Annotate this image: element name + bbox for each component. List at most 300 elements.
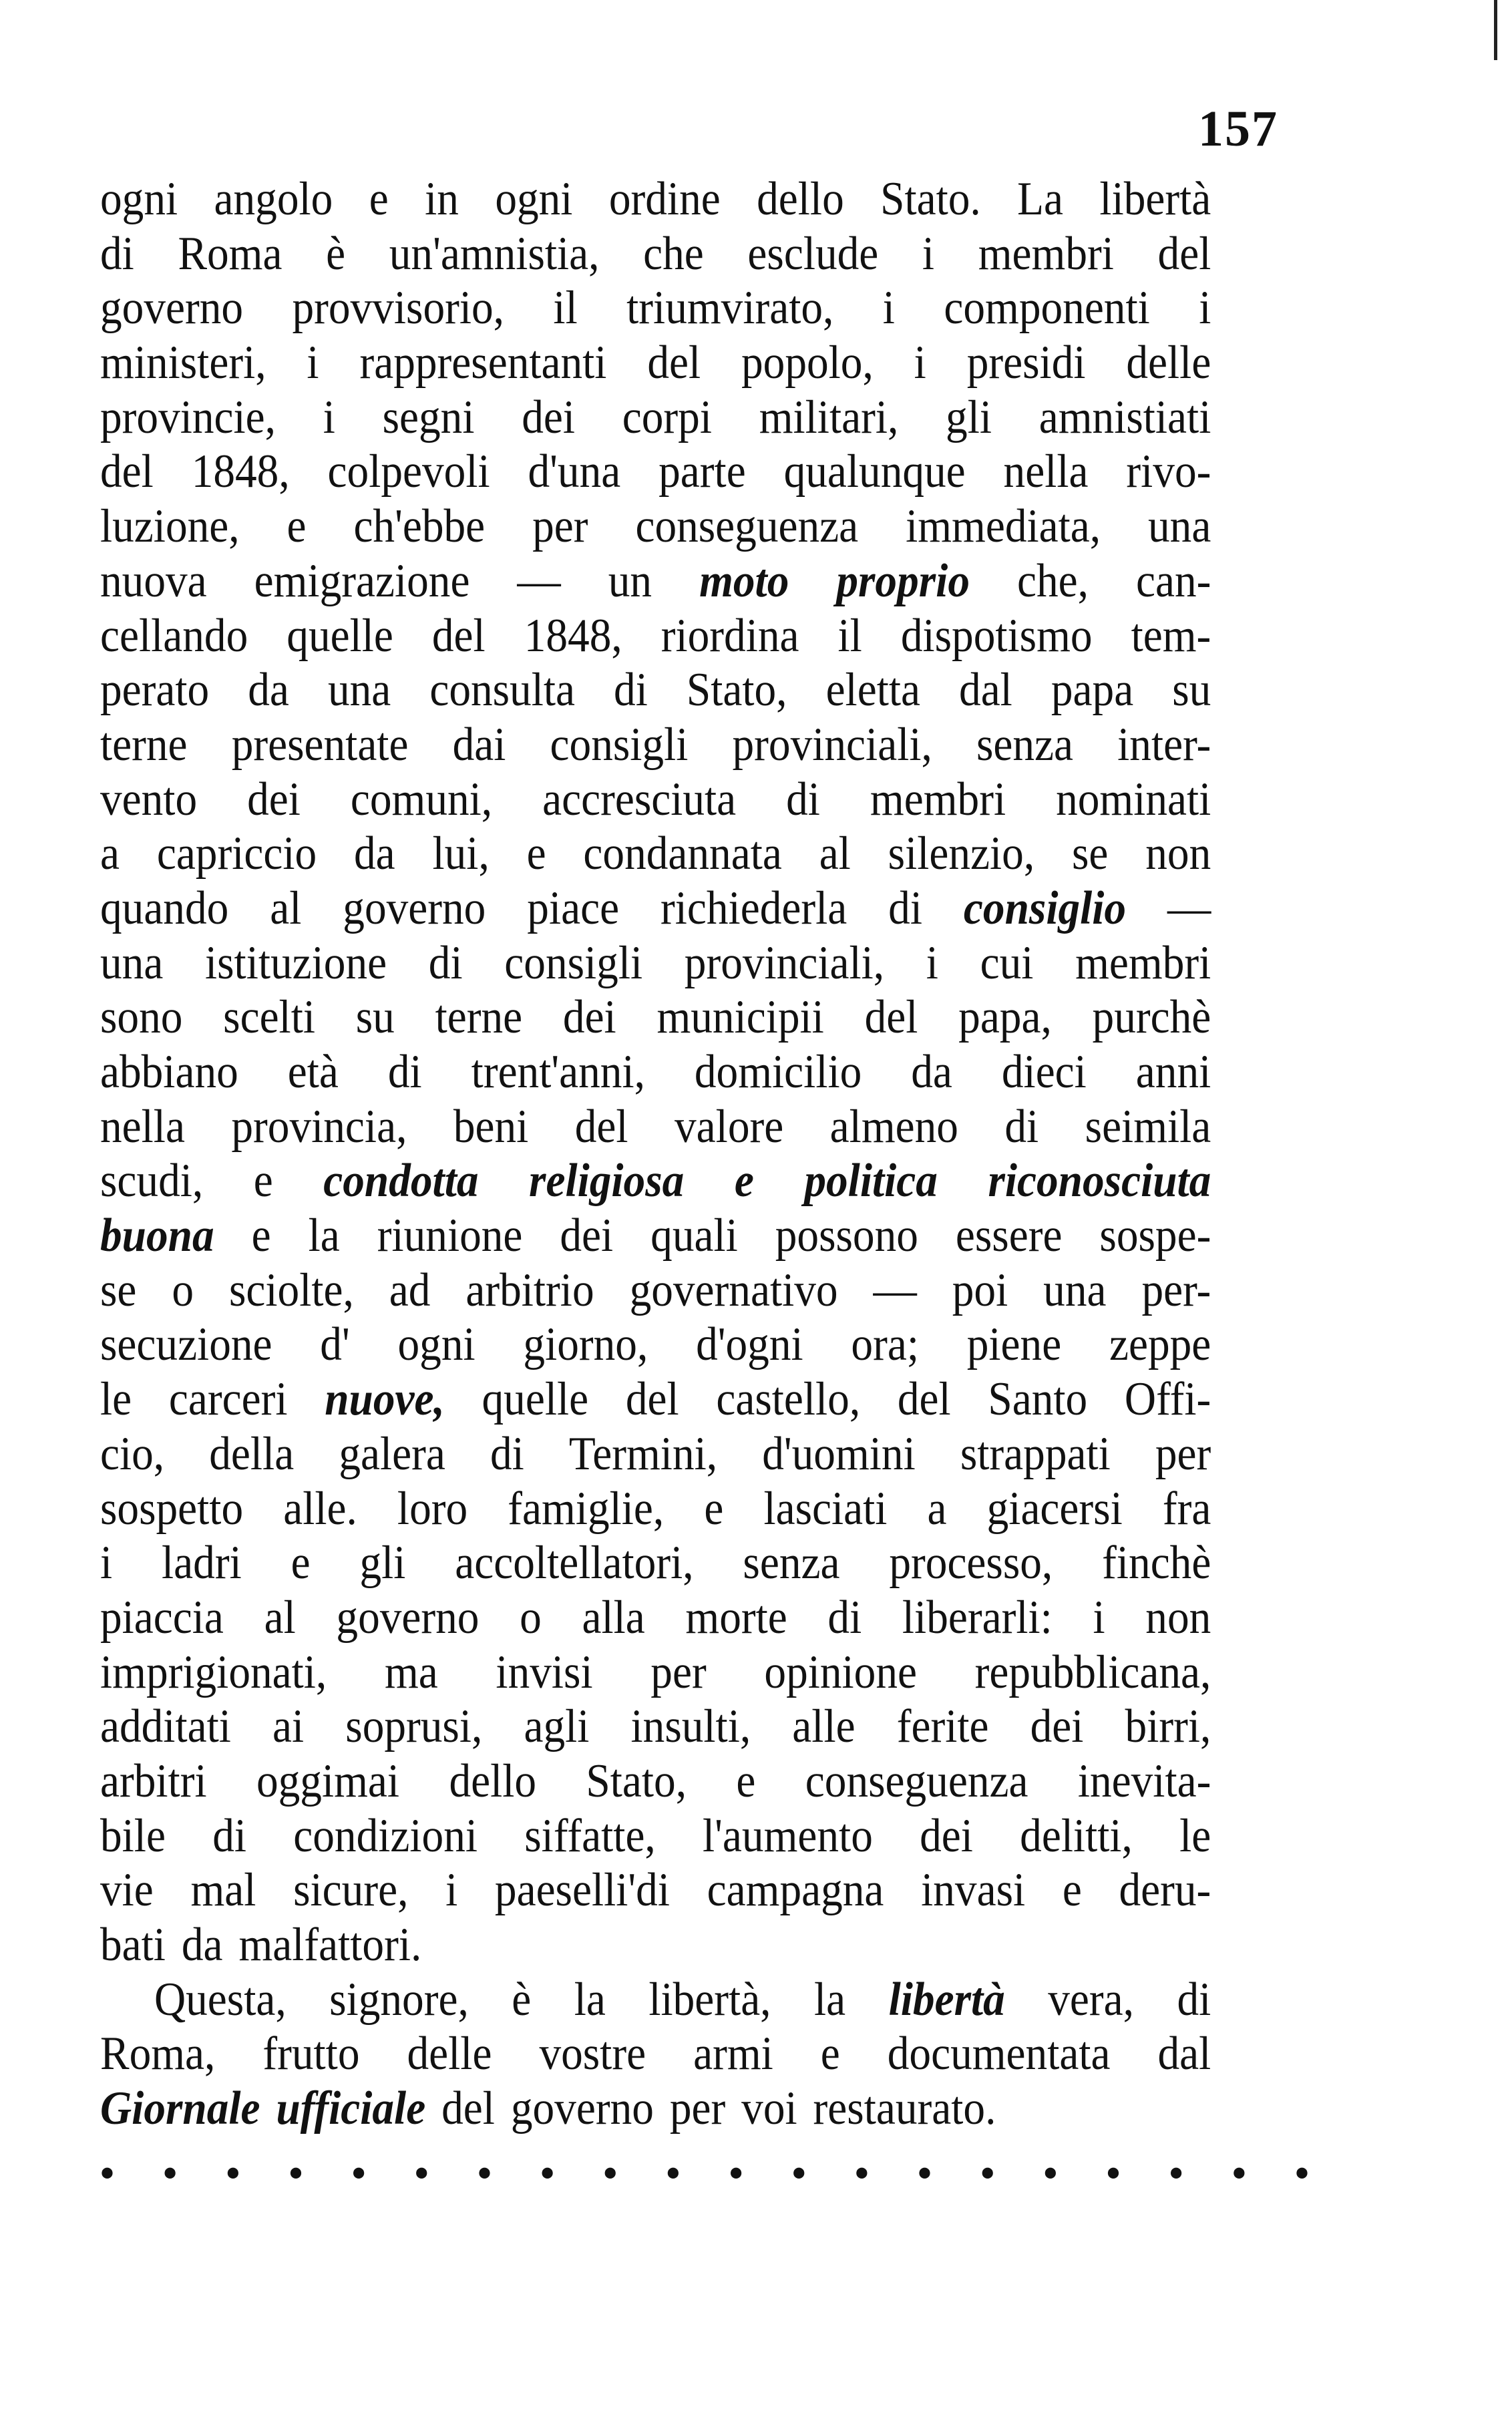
word: di — [387, 1046, 422, 1098]
word: immediata, — [906, 500, 1101, 553]
word: dal — [1157, 2028, 1211, 2080]
ellipsis-dot: • — [1043, 2151, 1058, 2195]
word: membri — [1075, 936, 1211, 989]
word: 1848, — [524, 609, 622, 662]
word: e — [287, 500, 307, 553]
word: di — [490, 1427, 524, 1480]
word: ferite — [896, 1700, 989, 1753]
word: a — [927, 1482, 947, 1535]
word: colpevoli — [327, 445, 490, 498]
word: ogni — [397, 1318, 476, 1371]
word: additati — [100, 1700, 231, 1753]
word: governo — [510, 2082, 654, 2135]
word: emigrazione — [254, 554, 470, 607]
word: delle — [1126, 337, 1211, 389]
word: piace — [527, 882, 620, 934]
text-line — [100, 663, 1211, 718]
word: finchè — [1102, 1537, 1211, 1590]
word: da — [354, 827, 395, 880]
word: secuzione — [100, 1318, 272, 1371]
word: da — [248, 664, 289, 717]
word: nominati — [1056, 773, 1211, 825]
word: repubblicana, — [974, 1646, 1211, 1698]
italic-word: buona — [100, 1210, 214, 1262]
word: segni — [382, 391, 475, 443]
word: dieci — [1001, 1046, 1087, 1098]
page-number: 157 — [1198, 101, 1278, 157]
text-line — [100, 1482, 1211, 1537]
word: corpi — [622, 391, 712, 443]
word: terne — [100, 718, 188, 771]
word: libertà, — [648, 1973, 771, 2026]
word: angolo — [214, 173, 333, 225]
text-line — [100, 500, 1211, 554]
word: e — [526, 827, 546, 880]
word: fra — [1162, 1482, 1211, 1535]
word: presentate — [231, 718, 409, 771]
word: i — [100, 1537, 113, 1590]
word: riunione — [377, 1210, 523, 1262]
word: popolo, — [741, 337, 874, 389]
ellipsis-dot: • — [729, 2151, 743, 2195]
word: d' — [320, 1318, 350, 1371]
word: da — [181, 1919, 223, 1971]
word: i — [1093, 1591, 1105, 1644]
word: la — [308, 1210, 340, 1262]
word: i — [882, 282, 895, 335]
word: il — [837, 609, 862, 662]
word: e — [704, 1482, 724, 1535]
word: terne — [435, 991, 523, 1044]
text-line — [100, 718, 1211, 773]
word: ad — [389, 1264, 431, 1316]
word: alle — [792, 1700, 856, 1753]
ellipsis-dot: • — [100, 2151, 115, 2195]
word: rivo- — [1126, 445, 1211, 498]
word: la — [574, 1973, 606, 2026]
word: un — [608, 554, 652, 607]
text-line — [100, 1646, 1211, 1700]
text-line — [100, 2082, 1211, 2136]
text-line — [100, 2027, 1211, 2082]
word: galera — [339, 1427, 445, 1480]
word: dispotismo — [900, 609, 1093, 662]
word: consigli — [550, 718, 689, 771]
word: accresciuta — [542, 773, 737, 825]
word: le — [1179, 1809, 1211, 1862]
word: quelle — [482, 1373, 589, 1426]
word: can- — [1135, 554, 1211, 607]
word: Stato, — [686, 664, 787, 717]
body-text — [100, 172, 1211, 2136]
word: per- — [1141, 1264, 1211, 1316]
word: governo — [343, 882, 486, 934]
text-line — [100, 227, 1211, 282]
word: La — [1017, 173, 1064, 225]
ellipsis-dot: • — [1106, 2151, 1121, 2195]
ellipsis-dot: • — [226, 2151, 240, 2195]
word: vento — [100, 773, 198, 825]
italic-word: libertà — [888, 1973, 1005, 2026]
word: silenzio, — [888, 827, 1035, 880]
text-line — [100, 1754, 1211, 1809]
word: a — [100, 827, 120, 880]
word: nella — [100, 1100, 185, 1153]
word: non — [1145, 827, 1211, 880]
word: Roma — [178, 227, 282, 280]
ellipsis-dot: • — [791, 2151, 806, 2195]
text-line — [100, 1264, 1211, 1318]
word: 1848, — [191, 445, 290, 498]
word: o — [172, 1264, 194, 1316]
word: bati — [100, 1919, 166, 1971]
word: è — [512, 1973, 532, 2026]
text-line — [100, 336, 1211, 391]
word: quelle — [287, 609, 393, 662]
word: d'uomini — [762, 1427, 916, 1480]
word: nella — [1003, 445, 1089, 498]
word: che — [643, 227, 704, 280]
word: capriccio — [156, 827, 317, 880]
word: Stato. — [880, 173, 981, 225]
word: sicure, — [293, 1864, 409, 1917]
word: governativo — [629, 1264, 838, 1316]
word: e — [291, 1537, 311, 1590]
word: alle. — [283, 1482, 357, 1535]
word: membri — [870, 773, 1006, 825]
word: governo — [100, 282, 244, 335]
word: castello, — [716, 1373, 861, 1426]
ellipsis-dot: • — [918, 2151, 932, 2195]
ellipsis-dot: • — [163, 2151, 178, 2195]
word: i — [922, 227, 935, 280]
word: loro — [397, 1482, 468, 1535]
word: al — [270, 882, 302, 934]
text-line — [100, 882, 1211, 936]
word: provincie, — [100, 391, 276, 443]
word: di — [212, 1809, 247, 1862]
word: e — [736, 1754, 756, 1807]
word: delitti, — [1020, 1809, 1133, 1862]
word: paeselli'di — [494, 1864, 670, 1917]
word: il — [553, 282, 578, 335]
text-line — [100, 554, 1211, 609]
italic-word: nuove, — [325, 1373, 445, 1426]
word: invasi — [921, 1864, 1026, 1917]
word: di — [827, 1591, 862, 1644]
word: famiglie, — [508, 1482, 665, 1535]
word: conseguenza — [805, 1754, 1028, 1807]
word: una — [1148, 500, 1211, 553]
word: arbitri — [100, 1754, 207, 1807]
word: gli — [946, 391, 992, 443]
word: su — [1172, 664, 1211, 717]
ellipsis-dot: • — [603, 2151, 618, 2195]
word: eletta — [825, 664, 920, 717]
italic-word: ufficiale — [276, 2082, 426, 2135]
word: deru- — [1119, 1864, 1211, 1917]
word: voi — [741, 2082, 797, 2135]
text-line — [100, 1100, 1211, 1155]
word: quando — [100, 882, 229, 934]
word: provincia, — [231, 1100, 407, 1153]
word: trent'anni, — [471, 1046, 645, 1098]
word: strappati — [960, 1427, 1111, 1480]
word: del — [897, 1373, 951, 1426]
italic-word: proprio — [836, 554, 970, 607]
ellipsis-dot: • — [854, 2151, 869, 2195]
word: inter- — [1117, 718, 1211, 771]
word: comuni, — [350, 773, 493, 825]
word: alla — [582, 1591, 645, 1644]
text-line — [100, 1318, 1211, 1372]
word: vostre — [539, 2028, 646, 2080]
word: — — [873, 1264, 917, 1316]
word: frutto — [262, 2028, 360, 2080]
word: e — [253, 1155, 273, 1207]
text-line — [100, 1427, 1211, 1482]
word: morte — [685, 1591, 787, 1644]
word: le — [100, 1373, 132, 1426]
word: inevita- — [1077, 1754, 1211, 1807]
word: bile — [100, 1809, 166, 1862]
word: riordina — [660, 609, 799, 662]
word: condizioni — [293, 1809, 478, 1862]
italic-word: politica — [804, 1155, 938, 1207]
word: per — [1155, 1427, 1211, 1480]
word: ogni — [100, 173, 178, 225]
word: se — [1072, 827, 1109, 880]
word: oggimai — [256, 1754, 400, 1807]
word: ogni — [495, 173, 573, 225]
italic-word: condotta — [323, 1155, 479, 1207]
text-line — [100, 1209, 1211, 1264]
word: sospetto — [100, 1482, 244, 1535]
ellipsis-dot: • — [289, 2151, 303, 2195]
word: dal — [959, 664, 1012, 717]
word: poi — [952, 1264, 1008, 1316]
word: signore, — [329, 1973, 469, 2026]
text-line — [100, 1591, 1211, 1646]
word: dei — [562, 991, 616, 1044]
word: al — [264, 1591, 296, 1644]
italic-word: Giornale — [100, 2082, 260, 2135]
word: anni — [1135, 1046, 1211, 1098]
word: rappresentanti — [359, 337, 607, 389]
word: un'amnistia, — [389, 227, 600, 280]
word: conseguenza — [635, 500, 859, 553]
word: parte — [658, 445, 746, 498]
text-line — [100, 1863, 1211, 1918]
word: giorno, — [523, 1318, 648, 1371]
word: arbitrio — [465, 1264, 594, 1316]
word: dei — [920, 1809, 973, 1862]
text-line — [100, 281, 1211, 336]
word: domicilio — [694, 1046, 862, 1098]
word: siffatte, — [524, 1809, 656, 1862]
word: tem- — [1131, 609, 1211, 662]
italic-word: consiglio — [963, 882, 1127, 934]
word: per — [532, 500, 588, 553]
word: Questa, — [154, 1973, 287, 2026]
text-line — [100, 1700, 1211, 1754]
word: liberarli: — [902, 1591, 1053, 1644]
ellipsis-dots-row — [100, 2151, 1309, 2197]
text-line — [100, 1154, 1211, 1209]
word: d'una — [528, 445, 621, 498]
word: se — [100, 1264, 137, 1316]
word: membri — [978, 227, 1114, 280]
word: almeno — [829, 1100, 958, 1153]
word: del — [1157, 227, 1211, 280]
text-line — [100, 773, 1211, 827]
word: provinciali, — [684, 936, 885, 989]
word: senza — [743, 1537, 840, 1590]
word: del — [625, 1373, 679, 1426]
word: valore — [675, 1100, 784, 1153]
word: dello — [449, 1754, 537, 1807]
word: per — [650, 1646, 707, 1698]
word: soprusi, — [345, 1700, 483, 1753]
text-line — [100, 172, 1211, 227]
word: ladri — [162, 1537, 242, 1590]
word: e — [369, 173, 389, 225]
word: cui — [980, 936, 1034, 989]
word: provvisorio, — [292, 282, 505, 335]
word: presidi — [966, 337, 1086, 389]
word: al — [819, 827, 851, 880]
text-line — [100, 1973, 1211, 2028]
word: è — [326, 227, 346, 280]
word: in — [425, 173, 459, 225]
word: della — [209, 1427, 295, 1480]
italic-word: religiosa — [529, 1155, 685, 1207]
word: ministeri, — [100, 337, 266, 389]
word: condannata — [583, 827, 782, 880]
word: papa, — [958, 991, 1052, 1044]
word: istituzione — [204, 936, 387, 989]
text-line — [100, 1536, 1211, 1591]
word: scelti — [223, 991, 316, 1044]
word: i — [307, 337, 319, 389]
word: invisi — [496, 1646, 593, 1698]
word: armi — [693, 2028, 773, 2080]
word: ora; — [851, 1318, 919, 1371]
word: senza — [976, 718, 1074, 771]
word: libertà — [1099, 173, 1211, 225]
word: di — [100, 227, 134, 280]
ellipsis-dot: • — [980, 2151, 995, 2195]
word: birri, — [1125, 1700, 1211, 1753]
word: i — [914, 337, 926, 389]
word: opinione — [764, 1646, 917, 1698]
word: documentata — [887, 2028, 1111, 2080]
word: dei — [560, 1210, 614, 1262]
word: malfattori. — [238, 1919, 422, 1971]
word: quali — [650, 1210, 738, 1262]
page-edge-rule — [1494, 0, 1497, 60]
word: età — [287, 1046, 339, 1098]
word: campagna — [707, 1864, 884, 1917]
ellipsis-dot: • — [666, 2151, 681, 2195]
word: processo, — [889, 1537, 1053, 1590]
word: di — [1004, 1100, 1039, 1153]
word: dei — [1030, 1700, 1084, 1753]
word: Stato, — [586, 1754, 687, 1807]
word: richiederla — [660, 882, 847, 934]
word: sono — [100, 991, 183, 1044]
word: del — [100, 445, 154, 498]
ellipsis-dot: • — [1232, 2151, 1246, 2195]
text-line — [100, 391, 1211, 445]
word: di — [1177, 1973, 1211, 2026]
italic-word: moto — [699, 554, 789, 607]
word: del — [647, 337, 701, 389]
text-line — [100, 1809, 1211, 1864]
word: luzione, — [100, 500, 240, 553]
word: provinciali, — [732, 718, 932, 771]
word: essere — [955, 1210, 1063, 1262]
word: zeppe — [1109, 1318, 1211, 1371]
word: i — [926, 936, 938, 989]
word: esclude — [747, 227, 879, 280]
word: o — [520, 1591, 542, 1644]
word: e — [1062, 1864, 1082, 1917]
word: beni — [453, 1100, 529, 1153]
word: componenti — [944, 282, 1150, 335]
word: del — [431, 609, 486, 662]
word: consulta — [429, 664, 576, 717]
word: la — [813, 1973, 846, 2026]
word: piaccia — [100, 1591, 224, 1644]
word: Termini, — [568, 1427, 718, 1480]
word: ma — [384, 1646, 438, 1698]
ellipsis-dot: • — [1169, 2151, 1183, 2195]
word: piene — [966, 1318, 1062, 1371]
word: cellando — [100, 609, 248, 662]
word: delle — [407, 2028, 492, 2080]
word: consigli — [504, 936, 643, 989]
word: dai — [452, 718, 506, 771]
word: i — [323, 391, 335, 443]
text-line — [100, 827, 1211, 882]
word: governo — [336, 1591, 480, 1644]
word: giacersi — [986, 1482, 1123, 1535]
word: gli — [359, 1537, 406, 1590]
word: per — [669, 2082, 726, 2135]
text-line — [100, 1372, 1211, 1427]
word: — — [1167, 882, 1211, 934]
word: di — [786, 773, 820, 825]
word: sospe- — [1099, 1210, 1211, 1262]
word: del — [864, 991, 918, 1044]
word: i — [445, 1864, 458, 1917]
word: Roma, — [100, 2028, 216, 2080]
ellipsis-dot: • — [351, 2151, 366, 2195]
word: l'aumento — [703, 1809, 873, 1862]
word: purchè — [1092, 991, 1211, 1044]
word: municipii — [656, 991, 824, 1044]
word: che, — [1016, 554, 1089, 607]
word: scudi, — [100, 1155, 204, 1207]
word: amnistiati — [1038, 391, 1211, 443]
word: nuova — [100, 554, 207, 607]
word: sciolte, — [228, 1264, 354, 1316]
italic-word: e — [734, 1155, 754, 1207]
word: ordine — [608, 173, 721, 225]
text-line — [100, 609, 1211, 664]
word: i — [1199, 282, 1211, 335]
